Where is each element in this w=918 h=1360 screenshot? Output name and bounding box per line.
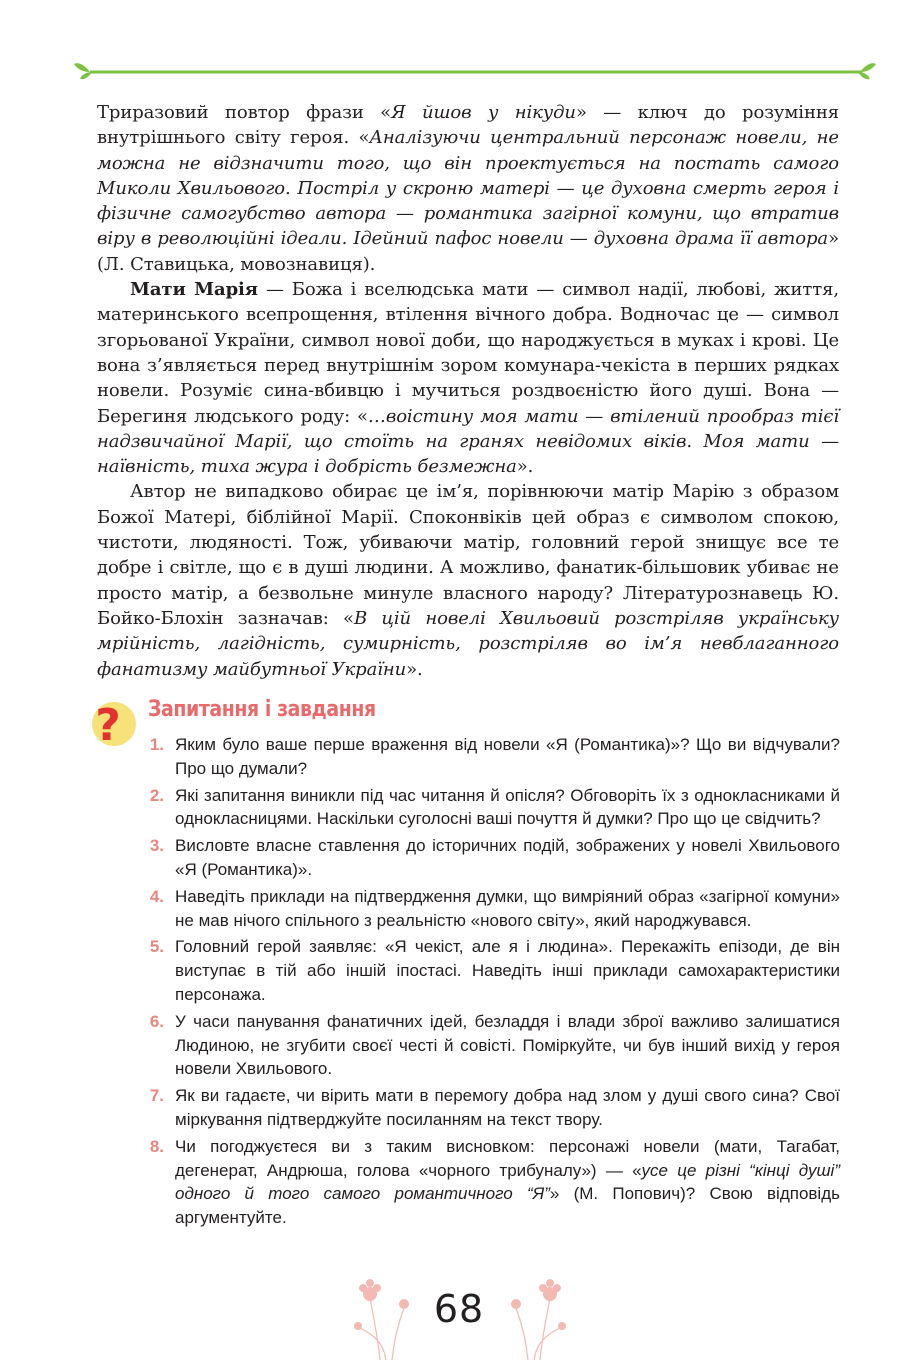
text-run: Триразовий повтор фрази «	[97, 102, 392, 123]
page-number: 68	[433, 1287, 485, 1331]
question-item	[140, 885, 840, 933]
text-run: Головний герой заявляє: «Я чекіст, але я і людина». Перекажіть епізоди, де він виступає в тій або іншій іпостасі. Наведіть інші приклади самохарактеристики персонажа.	[175, 937, 840, 1004]
question-text	[175, 887, 840, 930]
question-number: 7.	[149, 1086, 164, 1106]
italic-run: Я йшов у нікуди	[391, 102, 576, 123]
question-text	[175, 786, 840, 829]
text-run: У часи панування фанатичних ідей, безладдя і влади зброї важливо залишатися Людиною, не згубити своєї честі й совісті. Поміркуйте, чи був інший вихід у героя новели Хвильового.	[175, 1011, 840, 1079]
question-text	[175, 735, 840, 778]
question-number: 6.	[149, 1011, 164, 1031]
paragraph-author-choice	[97, 479, 839, 681]
text-run: ».	[516, 456, 534, 478]
questions-list	[140, 733, 840, 1233]
question-item	[140, 935, 840, 1006]
question-number: 1.	[149, 735, 164, 754]
question-number: 5.	[149, 937, 164, 957]
svg-text:?: ?	[95, 700, 121, 748]
question-item	[140, 1135, 840, 1230]
question-text	[175, 1012, 840, 1079]
paragraph-mother-maria	[97, 277, 839, 479]
question-number: 4.	[149, 886, 164, 906]
text-run: Як ви гадаєте, чи вірить мати в перемогу добра над злом у душі свого сина? Свої міркування підтверджуйте посиланням на текст твору.	[175, 1086, 840, 1129]
text-run: Наведіть приклади на підтвердження думки, що вимріяний образ «загірної комуни» не мав нічого спільного з реальністю «нового світу», який народжувався.	[175, 886, 840, 930]
question-number: 2.	[149, 785, 164, 805]
italic-run: В цій новелі Хвильовий розстріляв українську мрійність, лагідність, сумирність, розстріляв во ім’я невблаганного фанатизму майбутньої України	[97, 607, 839, 680]
question-text	[175, 1137, 840, 1227]
question-text	[175, 1086, 840, 1129]
question-mark-icon	[88, 696, 136, 748]
question-item	[140, 1010, 840, 1081]
text-run: ».	[406, 658, 423, 680]
text-run: Автор не випадково обирає це ім’я, порівнюючи матір Марію з образом Божої Матері, біблійної Марії. Споконвіків цей образ є символом спокою, чистоти, людяності. Тож, убиваючи матір, головний герой знищує все те добре і світле, що є в душі людини. А можливо, фанатик-більшовик убиває не просто матір, а безвольне минуле власного народу? Літературознавець Ю. Бойко-Блохін зазначав: «	[97, 481, 839, 629]
question-item	[140, 733, 840, 781]
top-decorative-vine	[0, 50, 918, 90]
bold-run: Мати Марія	[130, 279, 258, 301]
question-text	[175, 937, 840, 1004]
text-run: Яким було ваше перше враження від новели «Я (Романтика)»? Що ви відчували? Про що думали?	[175, 735, 840, 778]
italic-run: Аналізуючи центральний персонаж новели, не можна не відзначити того, що він проектується на постать самого Миколи Хвильового. Постріл у скроню матері — це духовна смерть героя і фізичне самогубство автора — романтика загірної комуни, що втратив віру в революційні ідеали. Ідейний пафос новели — духовна драма її автора	[97, 127, 839, 250]
text-run: Висловте власне ставлення до історичних подій, зображених у новелі Хвильового «Я (Романтика)».	[175, 836, 840, 879]
question-item	[140, 784, 840, 832]
paragraph-stavytska-quote	[97, 100, 839, 277]
text-run: — Божа і вселюдська мати — символ надії, любові, життя, материнського всепрощення, втілення вічного добра. Водночас це — символ згорьованої України, символ нової доби, що народжується в муках і крові. Це вона з’являється перед внутрішнім зором комунара-чекіста в перших рядках новели. Розуміє сина-вбивцю і мучиться роздвоєністю його душі. Вона — Берегиня людського роду: «	[97, 279, 840, 427]
question-item	[140, 834, 840, 882]
text-run: » (Л. Ставицька, мовознавиця).	[97, 228, 839, 275]
main-text	[97, 100, 839, 682]
italic-run: …воістину моя мати — втілений прообраз тієї надзвичайної Марії, що стоїть на гранях невідомих віків. Моя мати — наївність, тиха жура і добрість безмежна	[97, 405, 839, 478]
text-run: Чи погоджуєтеся ви з таким висновком: персонажі новели (мати, Тагабат, дегенерат, Андрюша, голова «чорного трибуналу») — «	[175, 1136, 840, 1180]
question-number: 8.	[149, 1136, 164, 1156]
question-number: 3.	[149, 836, 164, 856]
text-run: » — ключ до розуміння внутрішнього світу героя. «	[97, 102, 840, 149]
questions-heading: Запитання і завдання	[148, 697, 376, 722]
text-run: » (М. Попович)? Свою відповідь аргументуйте.	[175, 1184, 840, 1228]
text-run: Які запитання виникли під час читання й опісля? Обговоріть їх з однокласниками й однокласницями. Наскільки суголосні ваші почуття й думки? Про що це свідчить?	[175, 785, 840, 829]
italic-run: усе це різні “кінці душі” одного й того самого романтичного “Я”	[175, 1160, 840, 1204]
question-item	[140, 1084, 840, 1132]
question-text	[175, 836, 840, 879]
